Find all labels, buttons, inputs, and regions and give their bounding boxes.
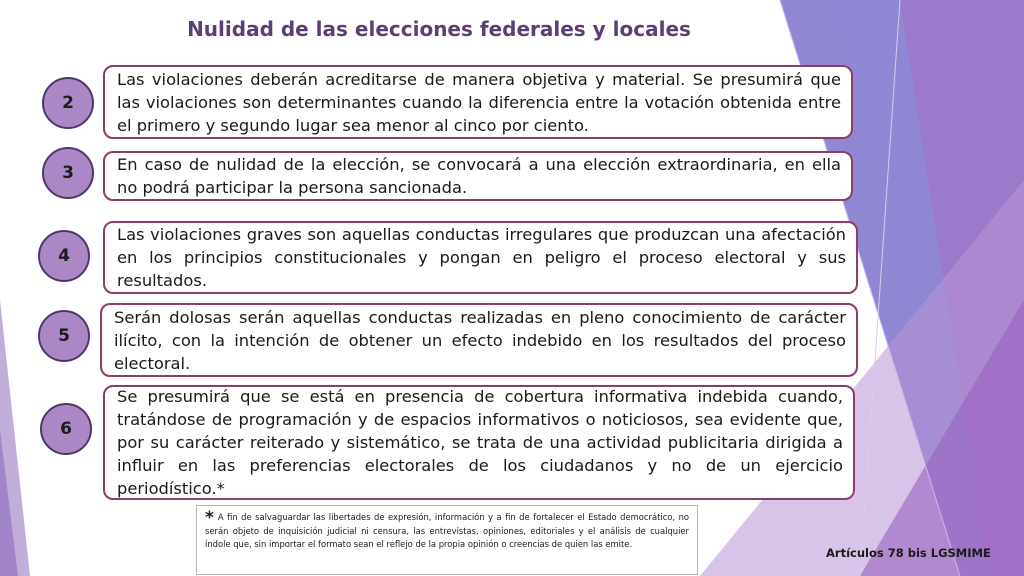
item-box — [100, 303, 858, 377]
item-number-circle — [40, 403, 92, 455]
item-number-circle — [42, 77, 94, 129]
item-number: 3 — [62, 163, 74, 183]
item-number: 5 — [58, 326, 70, 346]
item-text: Serán dolosas serán aquellas conductas realizadas en pleno conocimiento de carácter ilícito, con la intención de obtener un efecto indebido en los resultados del proceso electoral. — [114, 307, 846, 373]
footnote-marker: * — [205, 508, 214, 528]
item-number-circle — [38, 310, 90, 362]
footnote-box — [197, 506, 697, 574]
item-text: Se presumirá que se está en presencia de cobertura informativa indebida cuando, tratándose de programación y de espacios informativos o noticiosos, sea evidente que, por su carácter reiterado y sistemático, se trata de una actividad publicitaria dirigida a influir en las preferencias electorales de los ciudadanos y no de un ejercicio periodístico.* — [117, 387, 843, 498]
item-number: 6 — [60, 419, 72, 439]
item-box — [103, 221, 858, 294]
slide-title: Nulidad de las elecciones federales y locales — [187, 17, 691, 41]
item-text: Las violaciones graves son aquellas conductas irregulares que produzcan una afectación en los principios constitucionales y pongan en peligro el proceso electoral y sus resultados. — [117, 225, 846, 290]
item-number-circle — [38, 230, 90, 282]
item-number: 4 — [58, 246, 70, 266]
item-text: Las violaciones deberán acreditarse de manera objetiva y material. Se presumirá que las violaciones son determinantes cuando la diferencia entre la votación obtenida entre el primero y segundo lugar sea menor al cinco por ciento. — [117, 69, 841, 135]
item-box — [103, 65, 853, 139]
item-box — [103, 385, 855, 500]
source-citation: Artículos 78 bis LGSMIME — [826, 546, 991, 560]
item-box — [103, 151, 853, 201]
footnote-text: A fin de salvaguardar las libertades de expresión, información y a fin de fortalecer el Estado democrático, no serán objeto de inquisición judicial ni censura, las entrevistas, opiniones, editoriales y el análisis de cualquier índole que, sin importar el formato sean el reflejo de la propia opinión o creencias de quien las emite. — [205, 512, 689, 549]
item-number-circle — [42, 147, 94, 199]
item-text: En caso de nulidad de la elección, se convocará a una elección extraordinaria, en ella no podrá participar la persona sancionada. — [117, 155, 841, 197]
item-number: 2 — [62, 93, 74, 113]
